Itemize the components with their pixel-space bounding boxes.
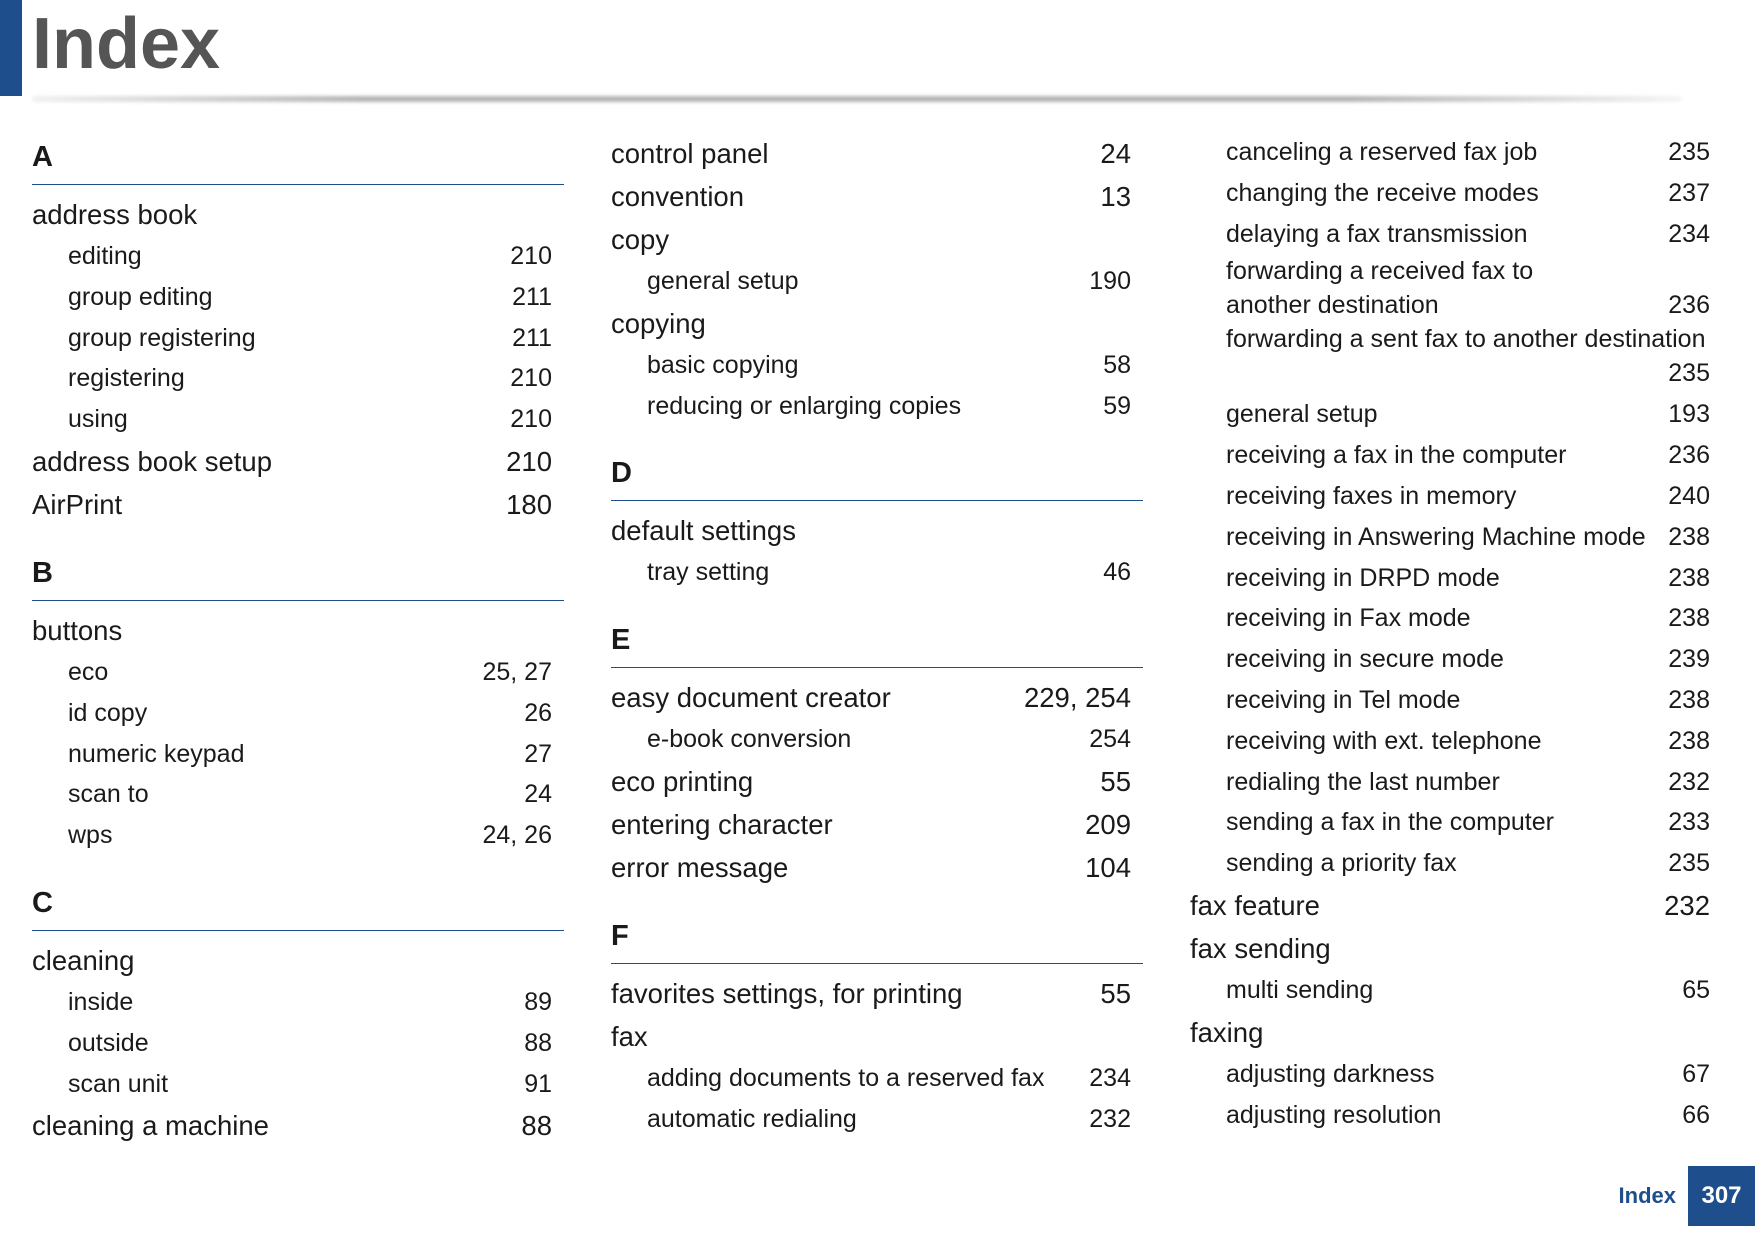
entry-term: entering character bbox=[611, 808, 833, 840]
entry-page-link[interactable]: 104 bbox=[1085, 851, 1131, 883]
entry-term: numeric keypad bbox=[68, 739, 245, 768]
entry-page-link[interactable]: 89 bbox=[524, 987, 552, 1016]
entry-term: favorites settings, for printing bbox=[611, 977, 963, 1009]
entry-page-link[interactable]: 239 bbox=[1668, 645, 1710, 674]
entry-term: adding documents to a reserved fax bbox=[647, 1063, 1045, 1092]
index-subentry bbox=[611, 261, 1143, 302]
entry-term: registering bbox=[68, 364, 185, 393]
entry-term: group registering bbox=[68, 323, 256, 352]
index-entry bbox=[32, 1104, 564, 1147]
index-column-3 bbox=[1190, 132, 1722, 1135]
entry-term: forwarding a sent fax to another destination bbox=[1226, 325, 1706, 354]
index-entry bbox=[32, 440, 564, 483]
entry-term: copying bbox=[611, 307, 706, 339]
index-subentry bbox=[1190, 254, 1722, 322]
index-subentry bbox=[1190, 802, 1722, 843]
entry-page-link[interactable]: 235 bbox=[1668, 849, 1710, 878]
section-gap bbox=[611, 426, 1143, 448]
entry-term: id copy bbox=[68, 698, 148, 727]
section-header-b bbox=[32, 548, 564, 601]
index-subentry bbox=[611, 719, 1143, 760]
entry-term: delaying a fax transmission bbox=[1226, 219, 1528, 248]
index-subentry bbox=[1190, 970, 1722, 1011]
section-header-c bbox=[32, 878, 564, 931]
entry-term: basic copying bbox=[647, 350, 799, 379]
entry-term: fax feature bbox=[1190, 889, 1320, 921]
entry-term: e-book conversion bbox=[647, 725, 852, 754]
entry-page-link[interactable]: 233 bbox=[1668, 808, 1710, 837]
index-subentry bbox=[32, 236, 564, 277]
entry-page-link[interactable]: 210 bbox=[510, 405, 552, 434]
entry-page-link[interactable]: 232 bbox=[1664, 889, 1710, 921]
entry-term: wps bbox=[68, 821, 113, 850]
entry-term: eco printing bbox=[611, 765, 754, 797]
section-header-d bbox=[611, 448, 1143, 501]
entry-page-link[interactable]: 91 bbox=[524, 1069, 552, 1098]
index-subentry bbox=[1190, 173, 1722, 214]
entry-page-link[interactable]: 234 bbox=[1089, 1063, 1131, 1092]
title-divider bbox=[32, 96, 1682, 102]
entry-term: scan unit bbox=[68, 1069, 169, 1098]
entry-term: sending a fax in the computer bbox=[1226, 808, 1554, 837]
section-letter: F bbox=[611, 919, 629, 952]
entry-term: fax sending bbox=[1190, 932, 1331, 964]
index-subentry bbox=[611, 345, 1143, 386]
section-header-e bbox=[611, 615, 1143, 668]
entry-page-link[interactable]: 236 bbox=[1668, 441, 1710, 470]
entry-term: general setup bbox=[647, 267, 799, 295]
index-subentry bbox=[611, 1058, 1143, 1099]
entry-term: receiving in Answering Machine mode bbox=[1226, 522, 1646, 551]
entry-page-link[interactable]: 24 bbox=[524, 780, 552, 809]
entry-page-link[interactable]: 236 bbox=[1668, 291, 1710, 320]
entry-term: editing bbox=[68, 242, 142, 270]
entry-page-link[interactable]: 66 bbox=[1682, 1100, 1710, 1129]
page-footer bbox=[1619, 1166, 1755, 1226]
index-subentry bbox=[1190, 1095, 1722, 1136]
index-subentry bbox=[1190, 598, 1722, 639]
index-subentry bbox=[1190, 214, 1722, 255]
entry-page-link[interactable]: 13 bbox=[1100, 181, 1131, 212]
entry-term: changing the receive modes bbox=[1226, 178, 1539, 207]
entry-term: receiving in Tel mode bbox=[1226, 685, 1461, 714]
entry-page-link[interactable]: 209 bbox=[1085, 808, 1131, 840]
index-entry bbox=[611, 175, 1143, 218]
entry-page-link[interactable]: 211 bbox=[512, 323, 552, 352]
entry-page-link[interactable]: 26 bbox=[524, 698, 552, 727]
entry-term: automatic redialing bbox=[647, 1104, 857, 1133]
entry-term: address book setup bbox=[32, 445, 273, 477]
entry-term: using bbox=[68, 405, 128, 434]
index-entry bbox=[1190, 884, 1722, 927]
entry-page-link[interactable]: 210 bbox=[506, 445, 552, 477]
entry-page-link[interactable]: 55 bbox=[1100, 977, 1131, 1009]
entry-page-link[interactable]: 24, 26 bbox=[482, 821, 552, 850]
entry-term: receiving in secure mode bbox=[1226, 645, 1504, 674]
entry-page-link[interactable]: 229, 254 bbox=[1023, 682, 1131, 714]
index-column-2 bbox=[611, 132, 1143, 1140]
entry-term: multi sending bbox=[1226, 975, 1374, 1004]
entry-page-link[interactable]: 234 bbox=[1668, 219, 1710, 248]
entry-page-link[interactable]: 235 bbox=[1668, 138, 1710, 166]
entry-term: easy document creator bbox=[611, 682, 891, 714]
index-entry bbox=[611, 1015, 1143, 1058]
title-accent-bar bbox=[0, 0, 22, 96]
entry-term: buttons bbox=[32, 614, 123, 646]
section-gap bbox=[611, 593, 1143, 615]
index-subentry bbox=[32, 815, 564, 856]
entry-page-link[interactable]: 180 bbox=[506, 488, 552, 520]
index-subentry bbox=[1190, 1054, 1722, 1095]
index-subentry bbox=[1190, 843, 1722, 884]
entry-term: fax bbox=[611, 1020, 648, 1052]
entry-page-link[interactable]: 27 bbox=[524, 739, 552, 768]
entry-page-link[interactable]: 67 bbox=[1682, 1059, 1710, 1088]
section-letter: B bbox=[32, 556, 53, 589]
index-entry bbox=[32, 609, 564, 652]
entry-term: receiving with ext. telephone bbox=[1226, 726, 1542, 755]
index-subentry bbox=[1190, 132, 1722, 173]
entry-term: AirPrint bbox=[32, 488, 123, 520]
index-entry bbox=[32, 483, 564, 526]
index-subentry bbox=[1190, 517, 1722, 558]
entry-term: receiving in Fax mode bbox=[1226, 604, 1471, 633]
footer-label[interactable]: Index bbox=[1618, 1183, 1676, 1208]
entry-term: tray setting bbox=[647, 558, 770, 587]
entry-page-link[interactable]: 25, 27 bbox=[482, 657, 552, 686]
entry-page-link[interactable]: 65 bbox=[1682, 975, 1710, 1004]
index-entry bbox=[32, 939, 564, 982]
entry-term: reducing or enlarging copies bbox=[647, 391, 962, 420]
entry-page-link[interactable]: 211 bbox=[512, 282, 552, 311]
entry-term: general setup bbox=[1226, 400, 1378, 429]
index-subentry bbox=[1190, 322, 1722, 394]
entry-term: sending a priority fax bbox=[1226, 849, 1457, 878]
entry-page-link[interactable]: 46 bbox=[1103, 558, 1131, 587]
section-gap bbox=[32, 856, 564, 878]
entry-term: faxing bbox=[1190, 1016, 1264, 1048]
index-subentry bbox=[32, 318, 564, 359]
entry-page-link[interactable]: 238 bbox=[1668, 522, 1710, 551]
index-subentry bbox=[1190, 762, 1722, 803]
section-gap bbox=[32, 526, 564, 548]
entry-term: address book bbox=[32, 199, 198, 230]
index-subentry bbox=[1190, 721, 1722, 762]
entry-page-link[interactable]: 254 bbox=[1089, 725, 1131, 754]
entry-term: scan to bbox=[68, 780, 149, 809]
entry-term: group editing bbox=[68, 282, 213, 311]
index-subentry bbox=[32, 358, 564, 399]
entry-term: forwarding a received fax to another destination bbox=[1226, 257, 1534, 320]
index-subentry bbox=[1190, 680, 1722, 721]
entry-term: copy bbox=[611, 224, 670, 255]
entry-term: adjusting resolution bbox=[1226, 1100, 1442, 1129]
entry-term: eco bbox=[68, 657, 109, 686]
index-subentry bbox=[1190, 639, 1722, 680]
index-column-1 bbox=[32, 132, 564, 1147]
index-subentry bbox=[1190, 558, 1722, 599]
entry-page-link[interactable]: 232 bbox=[1668, 767, 1710, 796]
index-entry bbox=[1190, 1011, 1722, 1054]
entry-page-link[interactable]: 88 bbox=[524, 1028, 552, 1057]
index-subentry bbox=[32, 277, 564, 318]
entry-page-link[interactable]: 240 bbox=[1668, 481, 1710, 510]
index-entry bbox=[611, 676, 1143, 719]
entry-term: error message bbox=[611, 851, 789, 883]
entry-page-link[interactable]: 235 bbox=[1668, 359, 1710, 388]
section-header-a bbox=[32, 132, 564, 185]
index-subentry bbox=[1190, 435, 1722, 476]
index-entry bbox=[32, 193, 564, 236]
entry-term: receiving a fax in the computer bbox=[1226, 441, 1567, 470]
index-entry bbox=[611, 509, 1143, 552]
entry-term: receiving faxes in memory bbox=[1226, 481, 1517, 510]
index-entry bbox=[611, 302, 1143, 345]
entry-term: convention bbox=[611, 181, 745, 212]
index-entry bbox=[611, 760, 1143, 803]
entry-term: redialing the last number bbox=[1226, 767, 1500, 796]
entry-page-link[interactable]: 238 bbox=[1668, 726, 1710, 755]
index-subentry bbox=[32, 1064, 564, 1105]
section-letter: A bbox=[32, 141, 53, 173]
index-subentry bbox=[611, 386, 1143, 427]
entry-page-link[interactable]: 59 bbox=[1103, 391, 1131, 420]
index-subentry bbox=[611, 1099, 1143, 1140]
page-title: Index bbox=[32, 4, 221, 84]
index-subentry bbox=[611, 552, 1143, 593]
index-subentry bbox=[32, 399, 564, 440]
section-gap bbox=[611, 889, 1143, 911]
entry-term: outside bbox=[68, 1028, 149, 1057]
index-entry bbox=[611, 132, 1143, 175]
page-number: 307 bbox=[1688, 1166, 1755, 1226]
index-subentry bbox=[1190, 476, 1722, 517]
entry-page-link[interactable]: 238 bbox=[1668, 563, 1710, 592]
index-entry bbox=[1190, 927, 1722, 970]
entry-page-link[interactable]: 232 bbox=[1089, 1104, 1131, 1133]
section-header-f bbox=[611, 911, 1143, 964]
entry-term: default settings bbox=[611, 515, 796, 547]
entry-page-link[interactable]: 238 bbox=[1668, 685, 1710, 714]
index-subentry bbox=[32, 734, 564, 775]
section-letter: E bbox=[611, 624, 631, 657]
index-subentry bbox=[32, 693, 564, 734]
index-subentry bbox=[32, 652, 564, 693]
index-subentry bbox=[1190, 394, 1722, 435]
entry-page-link[interactable]: 88 bbox=[521, 1110, 552, 1142]
section-letter: D bbox=[611, 457, 632, 490]
entry-page-link[interactable]: 58 bbox=[1103, 350, 1131, 379]
entry-term: control panel bbox=[611, 138, 769, 169]
index-subentry bbox=[32, 982, 564, 1023]
entry-page-link[interactable]: 210 bbox=[510, 242, 552, 270]
entry-term: inside bbox=[68, 987, 134, 1016]
index-entry bbox=[611, 803, 1143, 846]
entry-term: canceling a reserved fax job bbox=[1226, 138, 1538, 166]
entry-page-link[interactable]: 55 bbox=[1100, 765, 1131, 797]
index-entry bbox=[611, 846, 1143, 889]
entry-page-link[interactable]: 193 bbox=[1668, 400, 1710, 429]
index-entry bbox=[611, 218, 1143, 261]
index-subentry bbox=[32, 774, 564, 815]
entry-term: cleaning a machine bbox=[32, 1110, 269, 1142]
entry-term: adjusting darkness bbox=[1226, 1059, 1435, 1088]
entry-page-link[interactable]: 210 bbox=[510, 364, 552, 393]
entry-page-link[interactable]: 190 bbox=[1089, 267, 1131, 295]
entry-term: cleaning bbox=[32, 944, 135, 976]
index-entry bbox=[611, 972, 1143, 1015]
index-subentry bbox=[32, 1023, 564, 1064]
entry-page-link[interactable]: 238 bbox=[1668, 604, 1710, 633]
entry-page-link[interactable]: 237 bbox=[1668, 178, 1710, 207]
section-letter: C bbox=[32, 886, 53, 919]
entry-page-link[interactable]: 24 bbox=[1100, 138, 1131, 169]
entry-term: receiving in DRPD mode bbox=[1226, 563, 1500, 592]
